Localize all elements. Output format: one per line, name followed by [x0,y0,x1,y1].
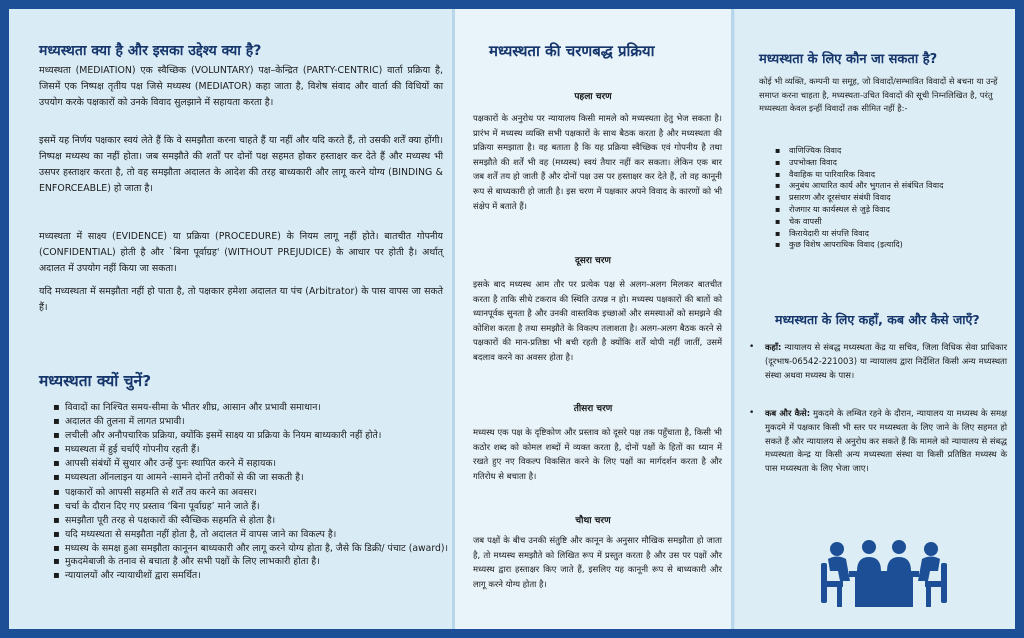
when-how-label: कब और कैसे: [765,408,811,418]
meeting-icon [819,537,949,611]
panel-who-where [735,9,1015,629]
where-item [749,341,1007,382]
list-item: ▪ अनुबंध आधारित कार्य और भुगतान से संबंधित विवाद [775,180,1005,192]
list-item: ▪ वैवाहिक या पारिवारिक विवाद [775,169,1005,181]
list-item: ▪ उपभोक्ता विवाद [775,157,1005,169]
bullet-icon: • [749,408,755,418]
step-2-text: इसके बाद मध्यस्थ आम तौर पर प्रत्येक पक्ष से अलग-अलग मिलकर बातचीत करता है ताकि सीधे टकराव की स्थिति उत्पन्न न हो। मध्यस्थ पक्षकारों की बातों को ध्यानपूर्वक सुनता है और उनकी वास्तविक इच्छाओं और समस्याओं को समझने की कोशिश करता है तथा समझौते के विकल्प तलाशता है। अलग-अलग बैठक करने से पक्षकारों की मान-प्रतिष्ठा भी बची रहती है क्योंकि शर्तें थोपी नहीं जातीं, उसमें बदलाव करने का अवसर होता है। [473,279,722,362]
list-item: ▪ लचीली और अनौपचारिक प्रक्रिया, क्योंकि इसमें साक्ष्य या प्रक्रिया के नियम बाध्यकारी नहीं होते। [53,429,449,443]
who-can-go-text: कोई भी व्यक्ति, कम्पनी या समूह, जो विवादों/सम्भावित विवादों से बचना या उन्हें समाप्त करना चाहता है, मध्यस्थता-उचित विवादों की सूची निम्नलिखित है, परंतु मध्यस्थता केवल इन्हीं विवादों तक सीमित नहीं है:- [759,76,998,114]
where-label: कहाँ: [765,342,782,352]
list-item: ▪ समझौता पूरी तरह से पक्षकारों की स्वैच्छिक सहमति से होता है। [53,514,449,528]
fallback-paragraph: यदि मध्यस्थता में समझौता नहीं हो पाता है, तो पक्षकार हमेशा अदालत या पंच (Arbitrator) के पास वापस जा सकते हैं। [39,286,443,313]
why-choose-list [53,401,449,583]
step-4-label: चौथा चरण [575,516,611,526]
list-item: ▪ मध्यस्थता में हुई चर्चाएँ गोपनीय रहती हैं। [53,443,449,457]
where-text: न्यायालय से संबद्ध मध्यस्थता केंद्र या सचिव, जिला विधिक सेवा प्राधिकार (दूरभाष-06542-221003) या न्यायालय द्वारा निर्देशित किसी अन्य मध्यस्थता संस्था अथवा मध्यस्थ के पास। [765,342,1007,380]
list-item: ▪ किरायेदारी या संपत्ति विवाद [775,228,1005,240]
list-item: ▪ चेक वापसी [775,216,1005,228]
list-item: ▪ पक्षकारों को आपसी सहमति से शर्तें तय करने का अवसर। [53,486,449,500]
panel-what-is-mediation [9,9,452,629]
what-is-mediation-title: मध्यस्थता क्या है और इसका उद्देश्य क्या है? [39,43,262,59]
list-item: ▪ मुकदमेबाजी के तनाव से बचाता है और सभी पक्षों के लिए लाभकारी होता है। [53,555,449,569]
process-title: मध्यस्थता की चरणबद्ध प्रक्रिया [489,42,655,60]
step-2-label: दूसरा चरण [575,256,611,266]
step-4-text: जब पक्षों के बीच उनकी संतुष्टि और कानून के अनुसार मौखिक समझौता हो जाता है, तो मध्यस्थ समझौते को लिखित रूप में प्रस्तुत करता है और उस पर पक्षों और मध्यस्थ द्वारा हस्ताक्षर किए जाते हैं, इसलिए यह कानूनी रूप से बाध्यकारी और लागू करने योग्य होता है। [473,535,722,589]
step-1-label: पहला चरण [574,92,612,102]
list-item: ▪ प्रसारण और दूरसंचार संबंधी विवाद [775,192,1005,204]
why-choose-title: मध्यस्थता क्यों चुनें? [39,372,152,390]
list-item: ▪ कुछ विशेष आपराधिक विवाद (इत्यादि) [775,239,1005,251]
list-item: ▪ मध्यस्थ के समक्ष हुआ समझौता कानूनन बाध्यकारी और लागू करने योग्य होता है, जैसे कि डिक्री/ पंचाट (award)। [53,542,449,555]
list-item: ▪ यदि मध्यस्थता से समझौता नहीं होता है, तो अदालत में वापस जाने का विकल्प है। [53,528,449,542]
decision-paragraph: इसमें यह निर्णय पक्षकार स्वयं लेते हैं कि वे समझौता करना चाहते हैं या नहीं और यदि करते हैं, तो उसकी शर्तें क्या होंगी। निष्पक्ष मध्यस्थ का नहीं होता। जब समझौते की शर्तों पर दोनों पक्ष सहमत होकर हस्ताक्षर कर देते हैं और मध्यस्थ भी उसपर हस्ताक्षर करता है, तो वह समझौता अदालत के आदेश की तरह बाध्यकारी और लागू करने योग्य (BINDING & ENFORCEABLE) हो जाता है। [39,135,443,194]
brochure [9,9,1015,629]
list-item: ▪ न्यायालयों और न्यायाधीशों द्वारा समर्थित। [53,569,449,583]
where-when-how-title: मध्यस्थता के लिए कहाँ, कब और कैसे जाएँ? [775,312,980,327]
step-3-text: मध्यस्थ एक पक्ष के दृष्टिकोण और प्रस्ताव को दूसरे पक्ष तक पहुँचाता है, किसी भी कठोर शब्द को कोमल शब्दों में व्यक्त करता है, दोनों पक्षों के हितों का ध्यान में रखते हुए नए विकल्प विकसित करने के लिए पक्षों का मार्गदर्शन करता है और गतिरोध से बचाता है। [473,427,722,481]
when-how-text: मुकदमे के लम्बित रहने के दौरान, न्यायालय या मध्यस्थ के समक्ष मुकदमे में पक्षकार किसी भी स्तर पर मध्यस्थता के लिए जाने के लिए सहमत हो सकते हैं और न्यायालय से अनुरोध कर सकते हैं कि मामले को न्यायालय से संबद्ध मध्यस्थता केन्द्र या किसी अन्य मध्यस्थता संस्था या किसी प्रतिष्ठित मध्यस्थ के पास मध्यस्थता के लिए भेजा जाए। [765,408,1007,474]
list-item: ▪ चर्चा के दौरान दिए गए प्रस्ताव ‘बिना पूर्वाग्रह’ माने जाते हैं। [53,500,449,514]
step-3-label: तीसरा चरण [573,404,613,414]
confidential-paragraph: मध्यस्थता में साक्ष्य (EVIDENCE) या प्रक्रिया (PROCEDURE) के नियम लागू नहीं होते। बातचीत गोपनीय (CONFIDENTIAL) होती है और `बिना पूर्वाग्रह' (WITHOUT PREJUDICE) के आधार पर होती है। अर्थात् अदालत में उपयोग नहीं किया जा सकता। [39,231,443,274]
bullet-icon: • [749,342,755,352]
who-can-go-title: मध्यस्थता के लिए कौन जा सकता है? [759,52,938,67]
list-item: ▪ अदालत की तुलना में लागत प्रभावी। [53,415,449,429]
panel-process [455,9,731,629]
when-how-item [749,407,1007,476]
step-1-text: पक्षकारों के अनुरोध पर न्यायालय किसी मामले को मध्यस्थता हेतु भेज सकता है। प्रारंभ में मध्यस्थ व्यक्ति सभी पक्षकारों के साथ बैठक करता है और मध्यस्थता की प्रक्रिया समझाता है। वह बताता है कि यह प्रक्रिया स्वैच्छिक एवं गोपनीय है तथा समझौते की शर्तें भी वह (मध्यस्थ) स्वयं तैयार नहीं कर सकता। लेकिन एक बार जब शर्तें तय हो जाती हैं और दोनों पक्ष उस पर हस्ताक्षर कर देते हैं, तो वह कानूनी रूप से बाध्यकारी हो जाती है। इस चरण में पक्षकार अपने विवाद के कारणों को भी संक्षेप में बताते हैं। [473,113,722,211]
list-item: ▪ रोजगार या कार्यस्थल से जुड़े विवाद [775,204,1005,216]
dispute-types-list [775,145,1005,251]
panel-divider [731,9,734,629]
definition-paragraph: मध्यस्थता (MEDIATION) एक स्वैच्छिक (VOLUNTARY) पक्ष–केन्द्रित (PARTY-CENTRIC) वार्ता प्रक्रिया है, जिसमें एक निष्पक्ष तृतीय पक्ष जिसे मध्यस्थ (MEDIATOR) कहा जाता है, विशेष संवाद और वार्ता की विधियों का उपयोग करके पक्षकारों को उनके विवाद सुलझाने में सहायता करता है। [39,65,443,108]
list-item: ▪ वाणिज्यिक विवाद [775,145,1005,157]
list-item: ▪ आपसी संबंधों में सुधार और उन्हें पुनः स्थापित करने में सहायक। [53,457,449,471]
list-item: ▪ मध्यस्थता ऑनलाइन या आमने -सामने दोनों तरीकों से की जा सकती है। [53,471,449,485]
list-item: ▪ विवादों का निश्चित समय-सीमा के भीतर शीघ्र, आसान और प्रभावी समाधान। [53,401,449,415]
